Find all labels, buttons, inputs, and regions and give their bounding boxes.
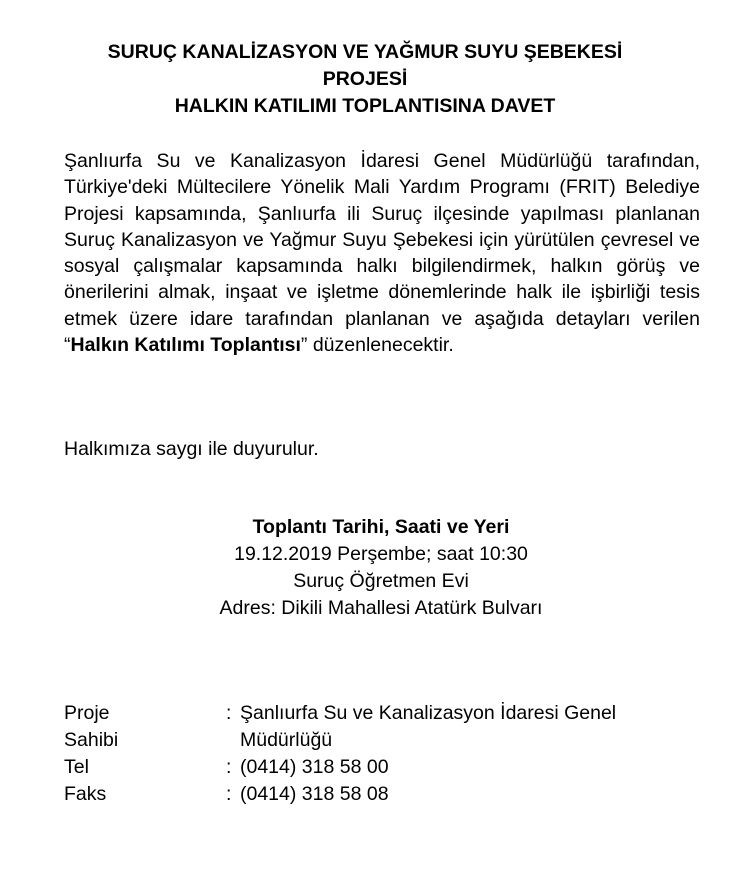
title-line-3: HALKIN KATILIMI TOPLANTISINA DAVET: [174, 95, 556, 117]
title-line-2: PROJESİ: [322, 68, 408, 90]
meeting-address: Adres: Dikili Mahallesi Atatürk Bulvarı: [219, 597, 543, 619]
owner-value-line-1: Şanlıurfa Su ve Kanalizasyon İdaresi Genel: [240, 702, 617, 724]
tel-separator: :: [226, 756, 232, 778]
owner-separator: :: [226, 702, 232, 724]
paragraph-text-before: Şanlıurfa Su ve Kanalizasyon İdaresi Genel Müdürlüğü tarafından, Türkiye'deki Mültecilere Yönelik Mali Yardım Programı (FRIT) Belediye Projesi kapsamında, Şanlıurfa ili Suruç ilçesinde yapılması planlanan Suruç Kanalizasyon ve Yağmur Suyu Şebekesi için yürütülen çevresel ve sosyal çalışmalar kapsamında halkı bilgilendirmek, halkın görüş ve önerilerini almak, inşaat ve işletme dönemlerinde halk ile işbirliği tesis etmek üzere idare tarafından planlanan ve aşağıda detayları verilen “: [64, 150, 700, 357]
title-line-1: SURUÇ KANALİZASYON VE YAĞMUR SUYU ŞEBEKESİ: [107, 41, 623, 63]
paragraph-bold-meeting-name: Halkın Katılımı Toplantısı: [70, 334, 301, 357]
greeting-line: Halkımıza saygı ile duyurulur.: [64, 438, 319, 460]
paragraph-text-after: ” düzenlenecektir.: [300, 334, 454, 357]
tel-value: (0414) 318 58 00: [240, 756, 389, 778]
page-title: [0, 39, 730, 120]
fax-value: (0414) 318 58 08: [240, 783, 389, 805]
meeting-datetime: 19.12.2019 Perşembe; saat 10:30: [234, 543, 528, 565]
meeting-venue: Suruç Öğretmen Evi: [293, 570, 469, 592]
meeting-heading: Toplantı Tarihi, Saati ve Yeri: [252, 516, 510, 538]
fax-label: Faks: [64, 783, 107, 805]
meeting-details: [0, 514, 730, 622]
fax-separator: :: [226, 783, 232, 805]
announcement-paragraph: [64, 148, 700, 358]
owner-value-line-2: Müdürlüğü: [240, 729, 333, 751]
owner-label: Proje Sahibi: [64, 702, 119, 751]
tel-label: Tel: [64, 756, 89, 778]
